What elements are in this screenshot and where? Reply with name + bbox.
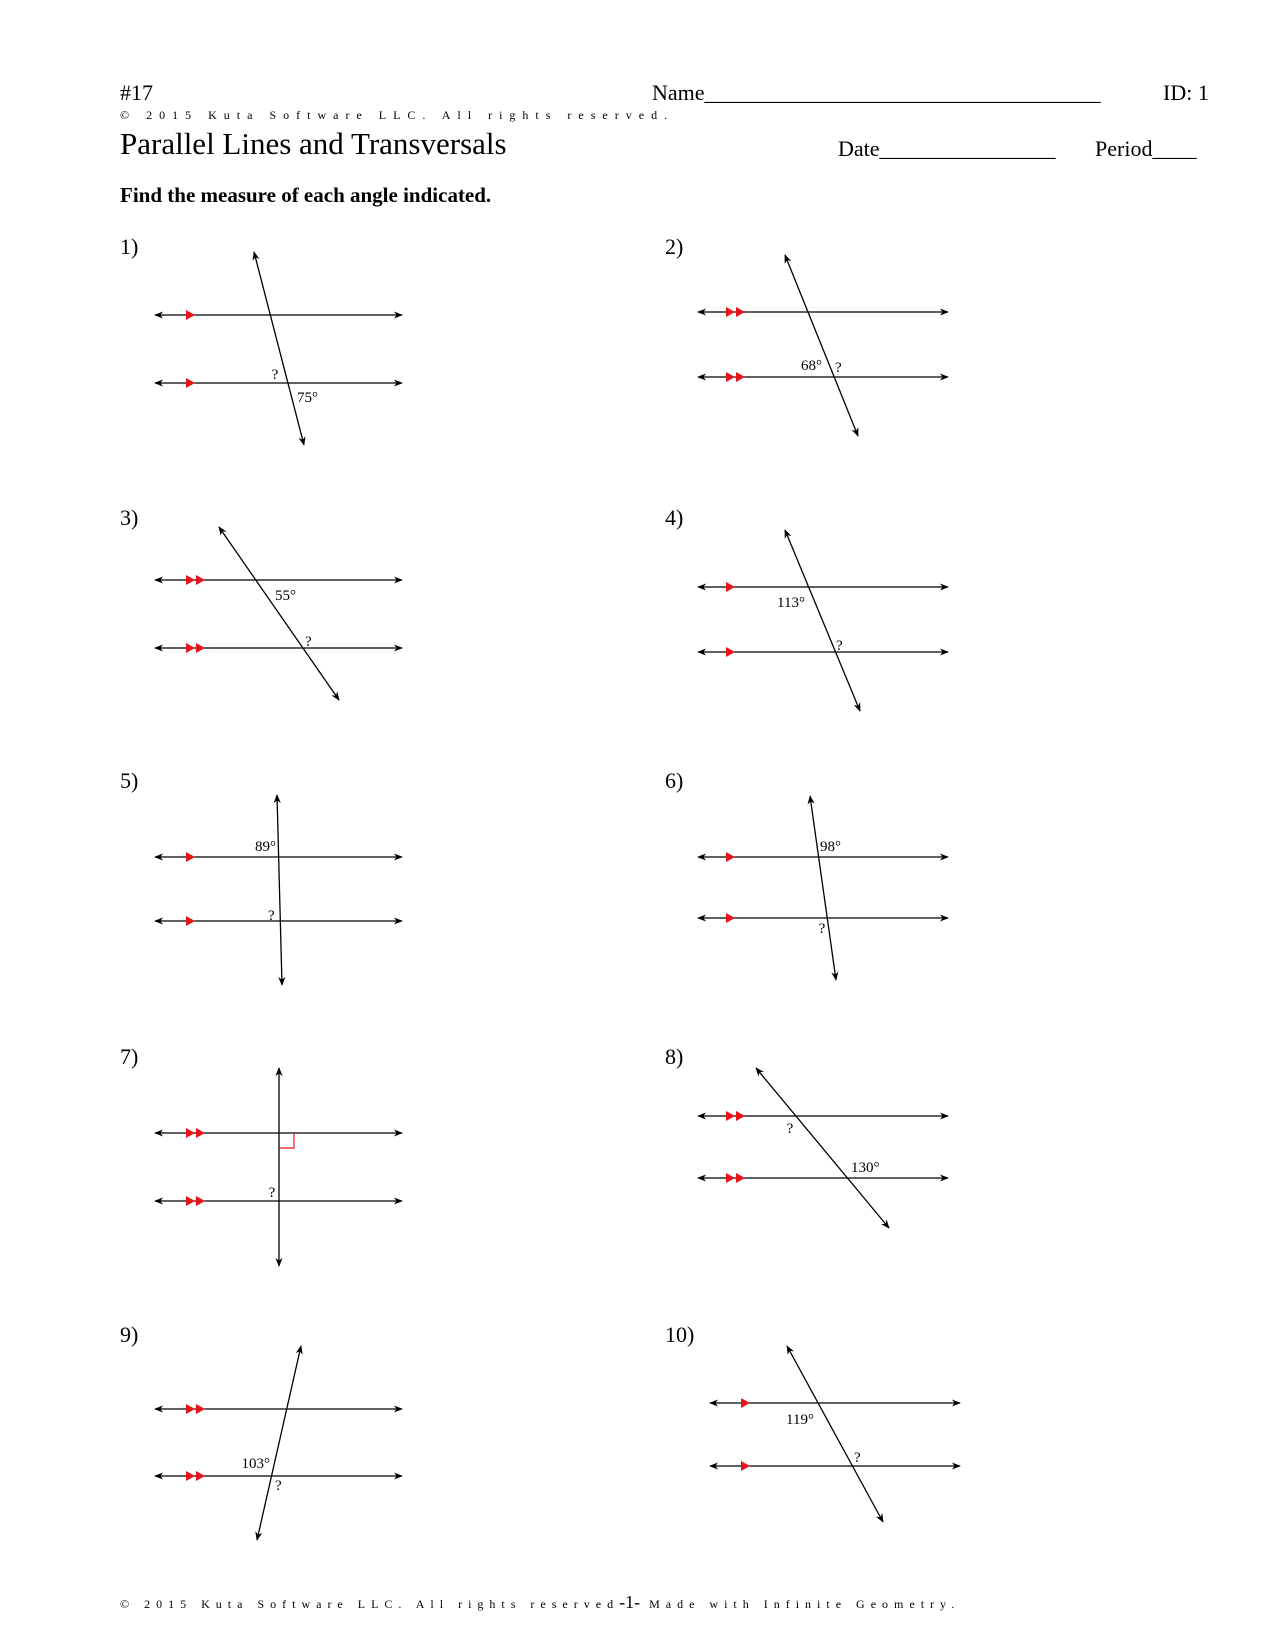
problem-10 bbox=[665, 1322, 960, 1522]
period-field: Period____ bbox=[1095, 136, 1197, 161]
worksheet-number: #17 bbox=[120, 80, 153, 105]
transversal-line bbox=[785, 530, 860, 711]
problem-4 bbox=[665, 505, 948, 711]
angle-label: 68° bbox=[801, 358, 822, 374]
instructions: Find the measure of each angle indicated. bbox=[120, 183, 492, 207]
parallel-marker bbox=[196, 1404, 205, 1414]
problem-5 bbox=[120, 768, 402, 985]
angle-label: 89° bbox=[255, 839, 276, 855]
parallel-marker bbox=[726, 1111, 735, 1121]
id-label: ID: 1 bbox=[1163, 80, 1209, 105]
footer bbox=[120, 1592, 960, 1613]
angle-label: ? bbox=[268, 1185, 276, 1201]
parallel-marker bbox=[186, 643, 195, 653]
parallel-marker bbox=[726, 307, 735, 317]
parallel-marker bbox=[186, 852, 195, 862]
angle-label: ? bbox=[835, 360, 842, 376]
parallel-marker bbox=[186, 378, 195, 388]
angle-label: 130° bbox=[851, 1160, 880, 1176]
page-number: -1- bbox=[619, 1592, 641, 1612]
parallel-marker bbox=[726, 852, 735, 862]
parallel-marker bbox=[186, 575, 195, 585]
footer-made-with: Made with Infinite Geometry. bbox=[649, 1597, 961, 1611]
right-angle-mark bbox=[279, 1133, 294, 1148]
worksheet-title: Parallel Lines and Transversals bbox=[120, 126, 507, 161]
transversal-line bbox=[257, 1346, 301, 1540]
name-field: Name____________________________________ bbox=[652, 80, 1101, 105]
parallel-marker bbox=[196, 1196, 205, 1206]
problem-label: 1) bbox=[120, 234, 139, 259]
problem-label: 10) bbox=[665, 1322, 695, 1347]
problem-7 bbox=[120, 1044, 402, 1266]
parallel-marker bbox=[196, 1128, 205, 1138]
parallel-marker bbox=[726, 372, 735, 382]
transversal-line bbox=[785, 255, 858, 436]
angle-label: ? bbox=[275, 1478, 282, 1494]
angle-label: ? bbox=[268, 908, 275, 924]
problem-label: 3) bbox=[120, 505, 139, 530]
transversal-line bbox=[219, 527, 339, 700]
parallel-marker bbox=[736, 307, 745, 317]
problem-8 bbox=[665, 1044, 948, 1228]
parallel-marker bbox=[736, 372, 745, 382]
angle-label: ? bbox=[271, 367, 279, 383]
angle-label: 55° bbox=[275, 588, 296, 604]
parallel-marker bbox=[726, 582, 735, 592]
angle-label: ? bbox=[818, 921, 826, 937]
parallel-marker bbox=[736, 1111, 745, 1121]
parallel-marker bbox=[196, 575, 205, 585]
transversal-line bbox=[810, 796, 836, 980]
problem-label: 9) bbox=[120, 1322, 139, 1347]
transversal-line bbox=[277, 795, 282, 985]
angle-label: 98° bbox=[820, 839, 841, 855]
parallel-marker bbox=[196, 643, 205, 653]
problem-6 bbox=[665, 768, 948, 980]
parallel-marker bbox=[186, 1471, 195, 1481]
angle-label: ? bbox=[836, 638, 843, 654]
problem-label: 2) bbox=[665, 234, 684, 259]
parallel-marker bbox=[726, 1173, 735, 1183]
copyright-header: © 2015 Kuta Software LLC. All rights reserved. bbox=[120, 108, 675, 122]
angle-label: 75° bbox=[297, 390, 318, 406]
angle-label: ? bbox=[854, 1450, 861, 1466]
angle-label: ? bbox=[305, 634, 312, 650]
parallel-marker bbox=[186, 1128, 195, 1138]
parallel-marker bbox=[736, 1173, 745, 1183]
angle-label: 119° bbox=[786, 1412, 814, 1428]
problem-3 bbox=[120, 505, 402, 700]
transversal-line bbox=[756, 1068, 889, 1228]
angle-label: 113° bbox=[777, 595, 805, 611]
parallel-marker bbox=[741, 1398, 750, 1408]
problem-label: 4) bbox=[665, 505, 684, 530]
angle-label: ? bbox=[786, 1121, 794, 1137]
parallel-marker bbox=[741, 1461, 750, 1471]
parallel-marker bbox=[186, 310, 195, 320]
date-field: Date________________ bbox=[838, 136, 1056, 161]
transversal-line bbox=[254, 252, 304, 445]
parallel-marker bbox=[186, 1404, 195, 1414]
parallel-marker bbox=[726, 913, 735, 923]
problem-label: 5) bbox=[120, 768, 139, 793]
angle-label: 103° bbox=[241, 1456, 270, 1472]
problem-9 bbox=[120, 1322, 402, 1540]
problem-1 bbox=[120, 234, 402, 445]
problem-label: 7) bbox=[120, 1044, 139, 1069]
problem-label: 8) bbox=[665, 1044, 684, 1069]
transversal-line bbox=[787, 1346, 883, 1522]
problem-2 bbox=[665, 234, 948, 436]
footer-copyright: © 2015 Kuta Software LLC. All rights reserved bbox=[120, 1597, 620, 1611]
problem-label: 6) bbox=[665, 768, 684, 793]
parallel-marker bbox=[196, 1471, 205, 1481]
parallel-marker bbox=[726, 647, 735, 657]
parallel-marker bbox=[186, 1196, 195, 1206]
parallel-marker bbox=[186, 916, 195, 926]
